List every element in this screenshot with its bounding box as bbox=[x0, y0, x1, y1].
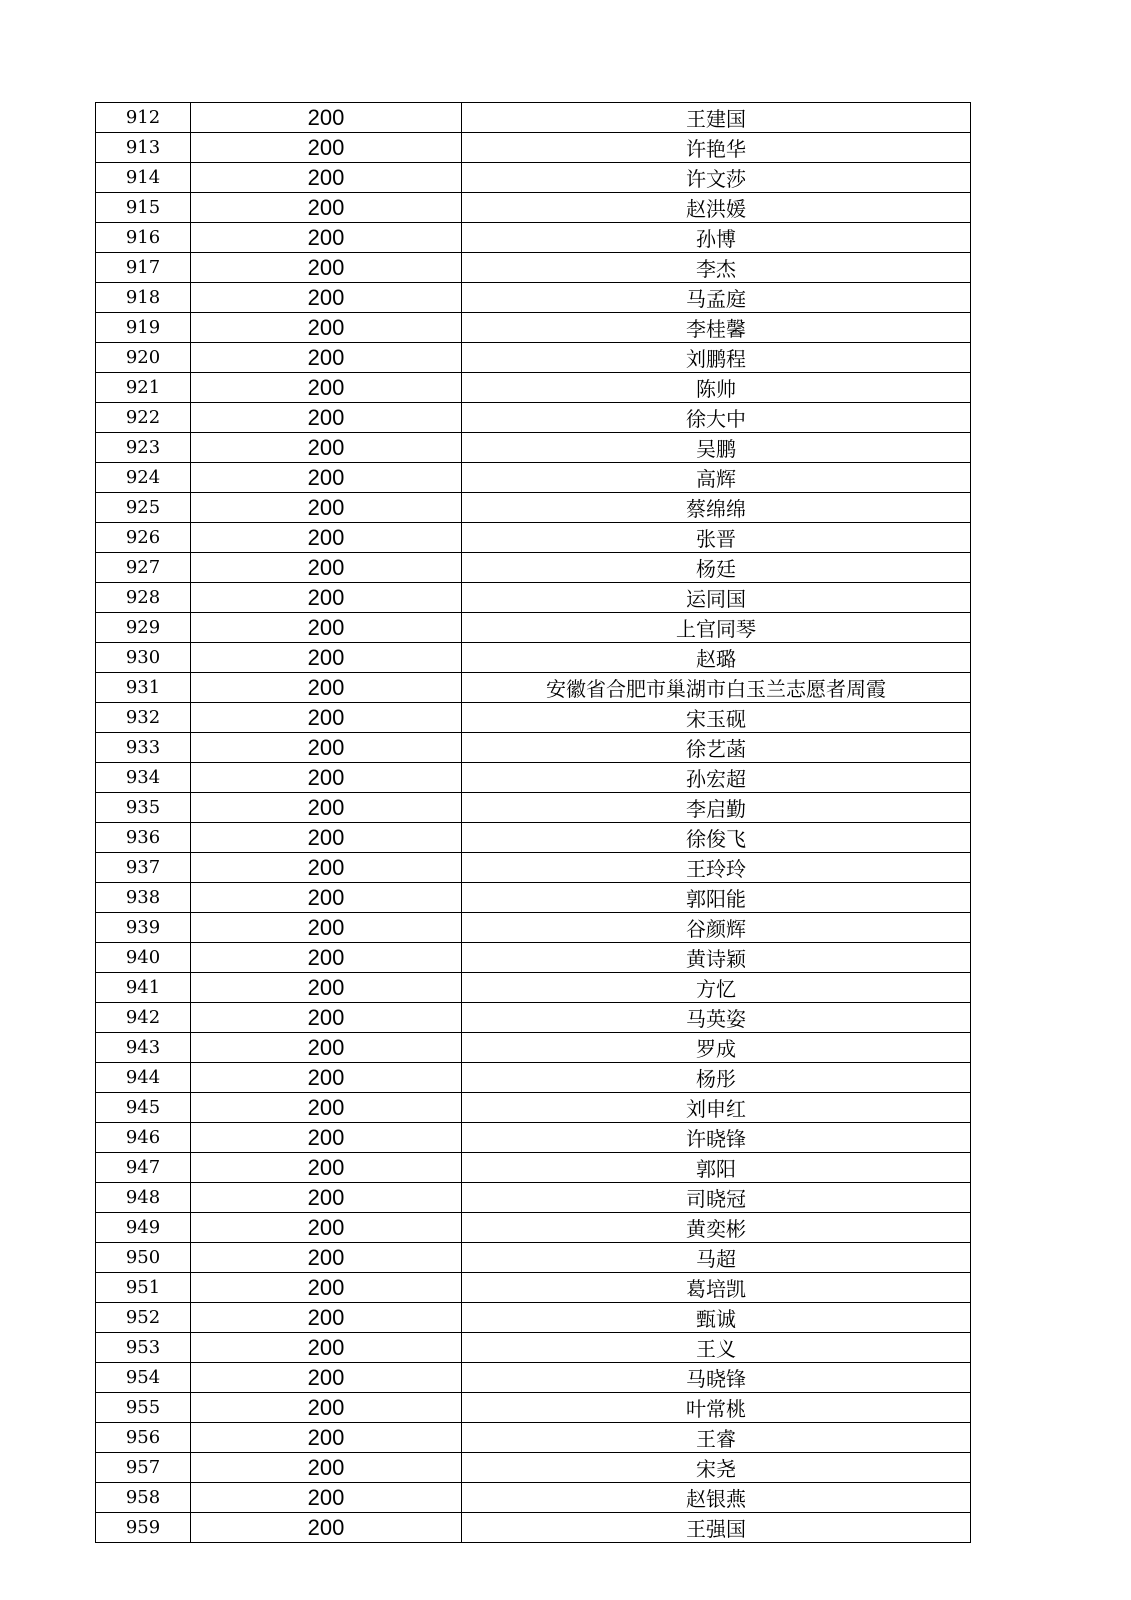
amount-cell: 200 bbox=[191, 1423, 462, 1453]
name-cell: 赵银燕 bbox=[462, 1483, 971, 1513]
name-cell: 陈帅 bbox=[462, 373, 971, 403]
name-cell: 蔡绵绵 bbox=[462, 493, 971, 523]
table-row bbox=[96, 1453, 971, 1483]
table-row bbox=[96, 823, 971, 853]
amount-cell: 200 bbox=[191, 553, 462, 583]
seq-cell: 939 bbox=[96, 913, 191, 943]
amount-cell: 200 bbox=[191, 1453, 462, 1483]
name-cell: 马晓锋 bbox=[462, 1363, 971, 1393]
table-row bbox=[96, 1513, 971, 1543]
seq-cell: 922 bbox=[96, 403, 191, 433]
table-row bbox=[96, 1243, 971, 1273]
table-row bbox=[96, 763, 971, 793]
seq-cell: 923 bbox=[96, 433, 191, 463]
amount-cell: 200 bbox=[191, 853, 462, 883]
table-row bbox=[96, 373, 971, 403]
seq-cell: 917 bbox=[96, 253, 191, 283]
table-row bbox=[96, 913, 971, 943]
table-row bbox=[96, 1333, 971, 1363]
name-cell: 徐艺菡 bbox=[462, 733, 971, 763]
name-cell: 黄奕彬 bbox=[462, 1213, 971, 1243]
table-row bbox=[96, 1393, 971, 1423]
name-cell: 甄诚 bbox=[462, 1303, 971, 1333]
name-cell: 王义 bbox=[462, 1333, 971, 1363]
name-cell: 吴鹏 bbox=[462, 433, 971, 463]
table-row bbox=[96, 403, 971, 433]
amount-cell: 200 bbox=[191, 463, 462, 493]
name-cell: 谷颜辉 bbox=[462, 913, 971, 943]
name-cell: 徐俊飞 bbox=[462, 823, 971, 853]
name-cell: 孙宏超 bbox=[462, 763, 971, 793]
name-cell: 李启勤 bbox=[462, 793, 971, 823]
seq-cell: 942 bbox=[96, 1003, 191, 1033]
seq-cell: 915 bbox=[96, 193, 191, 223]
seq-cell: 941 bbox=[96, 973, 191, 1003]
amount-cell: 200 bbox=[191, 163, 462, 193]
name-cell: 徐大中 bbox=[462, 403, 971, 433]
name-cell: 葛培凯 bbox=[462, 1273, 971, 1303]
amount-cell: 200 bbox=[191, 973, 462, 1003]
name-cell: 王强国 bbox=[462, 1513, 971, 1543]
name-cell: 刘鹏程 bbox=[462, 343, 971, 373]
seq-cell: 920 bbox=[96, 343, 191, 373]
seq-cell: 918 bbox=[96, 283, 191, 313]
table-row bbox=[96, 223, 971, 253]
amount-cell: 200 bbox=[191, 223, 462, 253]
table-row bbox=[96, 133, 971, 163]
amount-cell: 200 bbox=[191, 673, 462, 703]
amount-cell: 200 bbox=[191, 1183, 462, 1213]
name-cell: 许艳华 bbox=[462, 133, 971, 163]
seq-cell: 945 bbox=[96, 1093, 191, 1123]
table-row bbox=[96, 1093, 971, 1123]
seq-cell: 955 bbox=[96, 1393, 191, 1423]
seq-cell: 950 bbox=[96, 1243, 191, 1273]
seq-cell: 943 bbox=[96, 1033, 191, 1063]
seq-cell: 949 bbox=[96, 1213, 191, 1243]
seq-cell: 944 bbox=[96, 1063, 191, 1093]
amount-cell: 200 bbox=[191, 1063, 462, 1093]
seq-cell: 927 bbox=[96, 553, 191, 583]
donor-table-body bbox=[96, 103, 971, 1543]
amount-cell: 200 bbox=[191, 313, 462, 343]
table-row bbox=[96, 943, 971, 973]
amount-cell: 200 bbox=[191, 343, 462, 373]
seq-cell: 916 bbox=[96, 223, 191, 253]
name-cell: 李桂馨 bbox=[462, 313, 971, 343]
table-row bbox=[96, 1423, 971, 1453]
amount-cell: 200 bbox=[191, 1213, 462, 1243]
table-row bbox=[96, 583, 971, 613]
seq-cell: 931 bbox=[96, 673, 191, 703]
seq-cell: 953 bbox=[96, 1333, 191, 1363]
table-row bbox=[96, 673, 971, 703]
name-cell: 宋玉砚 bbox=[462, 703, 971, 733]
amount-cell: 200 bbox=[191, 1303, 462, 1333]
amount-cell: 200 bbox=[191, 373, 462, 403]
amount-cell: 200 bbox=[191, 703, 462, 733]
name-cell: 上官同琴 bbox=[462, 613, 971, 643]
table-row bbox=[96, 433, 971, 463]
amount-cell: 200 bbox=[191, 1513, 462, 1543]
amount-cell: 200 bbox=[191, 763, 462, 793]
name-cell: 王睿 bbox=[462, 1423, 971, 1453]
donor-table bbox=[95, 102, 971, 1543]
amount-cell: 200 bbox=[191, 253, 462, 283]
table-row bbox=[96, 1273, 971, 1303]
table-row bbox=[96, 883, 971, 913]
seq-cell: 913 bbox=[96, 133, 191, 163]
table-row bbox=[96, 523, 971, 553]
table-row bbox=[96, 853, 971, 883]
table-row bbox=[96, 1033, 971, 1063]
amount-cell: 200 bbox=[191, 1363, 462, 1393]
name-cell: 安徽省合肥市巢湖市白玉兰志愿者周霞 bbox=[462, 673, 971, 703]
seq-cell: 940 bbox=[96, 943, 191, 973]
amount-cell: 200 bbox=[191, 103, 462, 133]
seq-cell: 930 bbox=[96, 643, 191, 673]
amount-cell: 200 bbox=[191, 643, 462, 673]
name-cell: 王玲玲 bbox=[462, 853, 971, 883]
table-row bbox=[96, 343, 971, 373]
seq-cell: 935 bbox=[96, 793, 191, 823]
amount-cell: 200 bbox=[191, 793, 462, 823]
amount-cell: 200 bbox=[191, 883, 462, 913]
name-cell: 黄诗颖 bbox=[462, 943, 971, 973]
amount-cell: 200 bbox=[191, 433, 462, 463]
table-row bbox=[96, 643, 971, 673]
table-row bbox=[96, 1063, 971, 1093]
amount-cell: 200 bbox=[191, 943, 462, 973]
table-row bbox=[96, 253, 971, 283]
amount-cell: 200 bbox=[191, 913, 462, 943]
table-row bbox=[96, 1003, 971, 1033]
name-cell: 许文莎 bbox=[462, 163, 971, 193]
seq-cell: 951 bbox=[96, 1273, 191, 1303]
name-cell: 罗成 bbox=[462, 1033, 971, 1063]
table-row bbox=[96, 1153, 971, 1183]
name-cell: 李杰 bbox=[462, 253, 971, 283]
seq-cell: 929 bbox=[96, 613, 191, 643]
name-cell: 司晓冠 bbox=[462, 1183, 971, 1213]
seq-cell: 912 bbox=[96, 103, 191, 133]
seq-cell: 928 bbox=[96, 583, 191, 613]
name-cell: 赵璐 bbox=[462, 643, 971, 673]
name-cell: 高辉 bbox=[462, 463, 971, 493]
name-cell: 方忆 bbox=[462, 973, 971, 1003]
table-row bbox=[96, 733, 971, 763]
table-row bbox=[96, 703, 971, 733]
amount-cell: 200 bbox=[191, 1003, 462, 1033]
table-row bbox=[96, 103, 971, 133]
name-cell: 刘申红 bbox=[462, 1093, 971, 1123]
name-cell: 运同国 bbox=[462, 583, 971, 613]
name-cell: 张晋 bbox=[462, 523, 971, 553]
seq-cell: 932 bbox=[96, 703, 191, 733]
seq-cell: 934 bbox=[96, 763, 191, 793]
seq-cell: 958 bbox=[96, 1483, 191, 1513]
amount-cell: 200 bbox=[191, 1483, 462, 1513]
name-cell: 杨彤 bbox=[462, 1063, 971, 1093]
seq-cell: 936 bbox=[96, 823, 191, 853]
amount-cell: 200 bbox=[191, 193, 462, 223]
seq-cell: 921 bbox=[96, 373, 191, 403]
name-cell: 杨廷 bbox=[462, 553, 971, 583]
amount-cell: 200 bbox=[191, 1333, 462, 1363]
table-row bbox=[96, 163, 971, 193]
amount-cell: 200 bbox=[191, 1093, 462, 1123]
amount-cell: 200 bbox=[191, 823, 462, 853]
table-row bbox=[96, 493, 971, 523]
table-row bbox=[96, 613, 971, 643]
amount-cell: 200 bbox=[191, 1243, 462, 1273]
table-row bbox=[96, 283, 971, 313]
name-cell: 许晓锋 bbox=[462, 1123, 971, 1153]
amount-cell: 200 bbox=[191, 133, 462, 163]
seq-cell: 925 bbox=[96, 493, 191, 523]
amount-cell: 200 bbox=[191, 733, 462, 763]
amount-cell: 200 bbox=[191, 613, 462, 643]
table-row bbox=[96, 793, 971, 823]
amount-cell: 200 bbox=[191, 283, 462, 313]
seq-cell: 938 bbox=[96, 883, 191, 913]
name-cell: 孙博 bbox=[462, 223, 971, 253]
seq-cell: 919 bbox=[96, 313, 191, 343]
name-cell: 叶常桃 bbox=[462, 1393, 971, 1423]
table-row bbox=[96, 1123, 971, 1153]
table-row bbox=[96, 973, 971, 1003]
seq-cell: 948 bbox=[96, 1183, 191, 1213]
seq-cell: 924 bbox=[96, 463, 191, 493]
table-row bbox=[96, 1303, 971, 1333]
table-row bbox=[96, 1483, 971, 1513]
seq-cell: 933 bbox=[96, 733, 191, 763]
name-cell: 马超 bbox=[462, 1243, 971, 1273]
table-row bbox=[96, 1363, 971, 1393]
name-cell: 郭阳能 bbox=[462, 883, 971, 913]
seq-cell: 952 bbox=[96, 1303, 191, 1333]
amount-cell: 200 bbox=[191, 403, 462, 433]
name-cell: 马英姿 bbox=[462, 1003, 971, 1033]
table-row bbox=[96, 313, 971, 343]
seq-cell: 947 bbox=[96, 1153, 191, 1183]
seq-cell: 926 bbox=[96, 523, 191, 553]
seq-cell: 914 bbox=[96, 163, 191, 193]
table-row bbox=[96, 1213, 971, 1243]
table-row bbox=[96, 1183, 971, 1213]
seq-cell: 946 bbox=[96, 1123, 191, 1153]
amount-cell: 200 bbox=[191, 583, 462, 613]
table-row bbox=[96, 193, 971, 223]
seq-cell: 954 bbox=[96, 1363, 191, 1393]
amount-cell: 200 bbox=[191, 1033, 462, 1063]
table-row bbox=[96, 553, 971, 583]
seq-cell: 937 bbox=[96, 853, 191, 883]
seq-cell: 959 bbox=[96, 1513, 191, 1543]
amount-cell: 200 bbox=[191, 1393, 462, 1423]
amount-cell: 200 bbox=[191, 1153, 462, 1183]
name-cell: 赵洪媛 bbox=[462, 193, 971, 223]
table-row bbox=[96, 463, 971, 493]
name-cell: 郭阳 bbox=[462, 1153, 971, 1183]
amount-cell: 200 bbox=[191, 493, 462, 523]
seq-cell: 957 bbox=[96, 1453, 191, 1483]
name-cell: 宋尧 bbox=[462, 1453, 971, 1483]
seq-cell: 956 bbox=[96, 1423, 191, 1453]
name-cell: 王建国 bbox=[462, 103, 971, 133]
amount-cell: 200 bbox=[191, 1123, 462, 1153]
name-cell: 马孟庭 bbox=[462, 283, 971, 313]
amount-cell: 200 bbox=[191, 1273, 462, 1303]
amount-cell: 200 bbox=[191, 523, 462, 553]
